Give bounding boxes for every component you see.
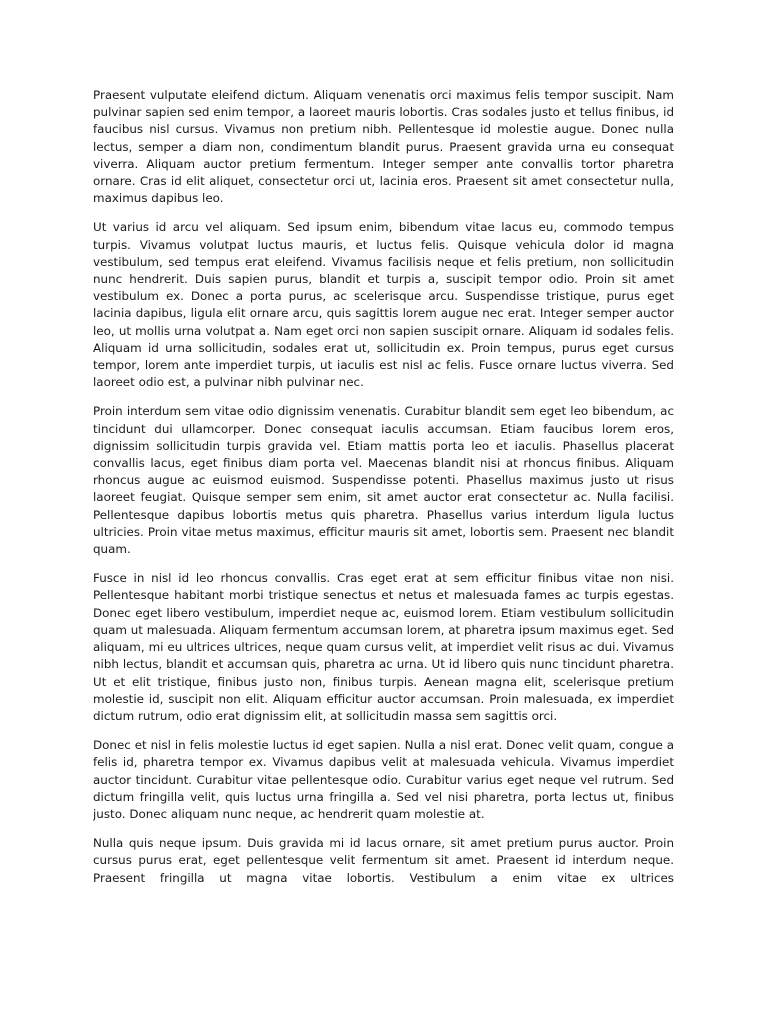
paragraph-2: Ut varius id arcu vel aliquam. Sed ipsum enim, bibendum vitae lacus eu, commodo tempus turpis. Vivamus volutpat luctus mauris, et luctus felis. Quisque vehicula dolor id magna vestibulum, sed tempus erat eleifend. Vivamus facilisis neque et felis pretium, non sollicitudin nunc hendrerit. Duis sapien purus, blandit et turpis a, suscipit tempor odio. Proin sit amet vestibulum ex. Donec a porta purus, ac scelerisque arcu. Suspendisse tristique, purus eget lacinia dapibus, ligula elit ornare arcu, quis sagittis lorem augue nec erat. Integer semper auctor leo, ut mollis urna volutpat a. Nam eget orci non sapien suscipit ornare. Aliquam id sodales felis. Aliquam id urna sollicitudin, sodales erat ut, sollicitudin ex. Proin tempus, purus eget cursus tempor, lorem ante imperdiet turpis, ut iaculis est nisl ac felis. Fusce ornare luctus viverra. Sed laoreet odio est, a pulvinar nibh pulvinar nec.	[93, 220, 674, 390]
document-body	[93, 87, 674, 920]
paragraph-5: Donec et nisl in felis molestie luctus id eget sapien. Nulla a nisl erat. Donec velit quam, congue a felis id, pharetra tempor ex. Vivamus dapibus velit at malesuada vehicula. Vivamus imperdiet auctor tincidunt. Curabitur vitae pellentesque odio. Curabitur varius eget neque vel rutrum. Sed dictum fringilla velit, quis luctus urna fringilla a. Sed vel nisi pharetra, porta lectus ut, finibus justo. Donec aliquam nunc neque, ac hendrerit quam molestie at.	[93, 738, 674, 821]
paragraph-4: Fusce in nisl id leo rhoncus convallis. Cras eget erat at sem efficitur finibus vitae non nisi. Pellentesque habitant morbi tristique senectus et netus et malesuada fames ac turpis egestas. Donec eget libero vestibulum, imperdiet neque ac, euismod lorem. Etiam vestibulum sollicitudin quam ut malesuada. Aliquam fermentum accumsan lorem, at pharetra ipsum maximus eget. Sed aliquam, mi eu ultrices ultrices, neque quam cursus velit, at imperdiet velit risus ac dui. Vivamus nibh lectus, blandit et accumsan quis, pharetra ac urna. Ut id libero quis nunc tincidunt pharetra. Ut et elit tristique, finibus justo non, finibus turpis. Aenean magna elit, scelerisque pretium molestie id, suscipit non elit. Aliquam efficitur auctor accumsan. Proin malesuada, ex imperdiet dictum rutrum, odio erat dignissim elit, at sollicitudin massa sem sagittis orci.	[93, 571, 674, 723]
paragraph-6: Nulla quis neque ipsum. Duis gravida mi id lacus ornare, sit amet pretium purus auctor. Proin cursus purus erat, eget pellentesque velit fermentum sit amet. Praesent id interdum neque. Praesent fringilla ut magna vitae lobortis. Vestibulum a enim vitae ex ultrices	[93, 836, 674, 885]
paragraph-1: Praesent vulputate eleifend dictum. Aliquam venenatis orci maximus felis tempor suscipit. Nam pulvinar sapien sed enim tempor, a laoreet mauris lobortis. Cras sodales justo et tellus finibus, id faucibus nisl cursus. Vivamus non pretium nibh. Pellentesque id molestie augue. Donec nulla lectus, semper a diam non, condimentum blandit purus. Praesent gravida urna eu consequat viverra. Aliquam auctor pretium fermentum. Integer semper ante convallis tortor pharetra ornare. Cras id elit aliquet, consectetur orci ut, lacinia eros. Praesent sit amet consectetur nulla, maximus dapibus leo.	[93, 88, 674, 206]
paragraph-3: Proin interdum sem vitae odio dignissim venenatis. Curabitur blandit sem eget leo bibendum, ac tincidunt dui ullamcorper. Donec consequat iaculis accumsan. Etiam faucibus lorem eros, dignissim sollicitudin turpis gravida vel. Etiam mattis porta leo et iaculis. Phasellus placerat convallis lacus, eget finibus diam porta vel. Maecenas blandit nisi at rhoncus finibus. Aliquam rhoncus augue ac euismod euismod. Suspendisse potenti. Phasellus maximus justo ut risus laoreet feugiat. Quisque semper sem enim, sit amet auctor erat consectetur ac. Nulla facilisi. Pellentesque dapibus lobortis metus quis pharetra. Phasellus varius interdum ligula luctus ultricies. Proin vitae metus maximus, efficitur mauris sit amet, lobortis sem. Praesent nec blandit quam.	[93, 404, 674, 557]
